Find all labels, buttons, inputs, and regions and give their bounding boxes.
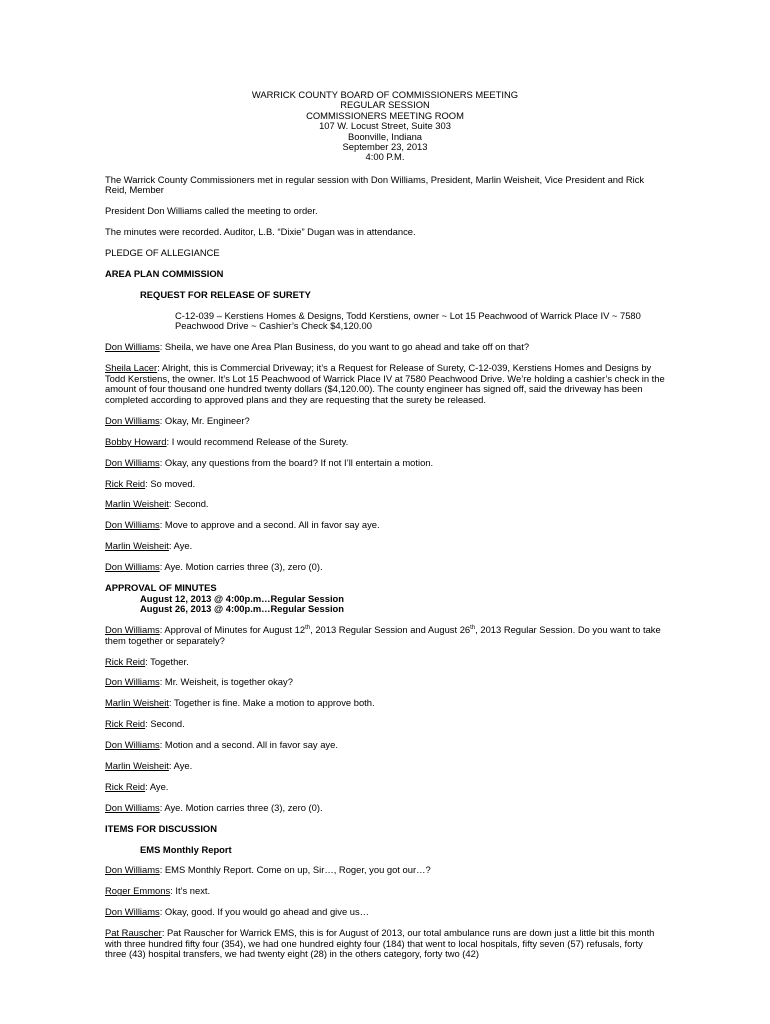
- superscript: th: [470, 625, 476, 632]
- dialogue-entry: [105, 437, 665, 448]
- dialogue-text: : Aye.: [145, 780, 169, 792]
- dialogue-text: : So moved.: [145, 477, 196, 489]
- dialogue-entry: [105, 782, 665, 793]
- superscript: th: [305, 625, 311, 632]
- dialogue-text: : Okay, good. If you would go ahead and give us…: [159, 906, 370, 918]
- meeting-header: [105, 90, 665, 163]
- speaker-name: Don Williams: [105, 561, 160, 573]
- call-to-order: President Don Williams called the meeting to order.: [105, 205, 318, 217]
- speaker-name: Pat Rauscher: [105, 927, 162, 939]
- dialogue-entry: [105, 562, 665, 573]
- dialogue-entry: [105, 416, 665, 427]
- dialogue-text: : Second.: [145, 718, 185, 730]
- dialogue-entry: [105, 458, 665, 469]
- header-line: REGULAR SESSION: [340, 99, 430, 111]
- dialogue-entry: [105, 865, 665, 876]
- dialogue-section-area-plan: [105, 342, 665, 572]
- header-line: 4:00 P.M.: [365, 151, 405, 163]
- dialogue-text: : Together.: [145, 655, 189, 667]
- dialogue-text: : Together is fine. Make a motion to approve both.: [168, 697, 375, 709]
- dialogue-text: : Okay, Mr. Engineer?: [159, 414, 250, 426]
- speaker-name: Rick Reid: [105, 718, 146, 730]
- surety-item: C-12-039 – Kerstiens Homes & Designs, Todd Kerstiens, owner ~ Lot 15 Peachwood of Warrick Place IV ~ 7580 Peachwood Drive ~ Cashier’s Check $4,120.00: [175, 309, 641, 332]
- dialogue-entry: [105, 520, 665, 531]
- header-line: WARRICK COUNTY BOARD OF COMMISSIONERS MEETING: [251, 89, 519, 100]
- area-plan-heading: AREA PLAN COMMISSION: [105, 268, 224, 279]
- discussion-heading: ITEMS FOR DISCUSSION: [105, 822, 217, 834]
- header-line: COMMISSIONERS MEETING ROOM: [306, 109, 464, 121]
- dialogue-entry: [105, 761, 665, 772]
- speaker-name: Don Williams: [105, 456, 160, 468]
- dialogue-section-ems: [105, 865, 665, 959]
- dialogue-entry: [105, 928, 665, 960]
- speaker-name: Don Williams: [105, 519, 160, 531]
- dialogue-text: : EMS Monthly Report. Come on up, Sir…, Roger, you got our…?: [159, 864, 431, 876]
- speaker-name: Roger Emmons: [105, 885, 171, 897]
- dialogue-text: : It’s next.: [170, 885, 211, 897]
- dialogue-entry: [105, 342, 665, 353]
- dialogue-entry: [105, 499, 665, 510]
- dialogue-text: : Motion and a second. All in favor say aye.: [159, 739, 338, 751]
- approval-heading: APPROVAL OF MINUTES: [105, 581, 217, 593]
- dialogue-entry: [105, 677, 665, 688]
- header-line: September 23, 2013: [342, 141, 428, 153]
- speaker-name: Don Williams: [105, 414, 160, 426]
- dialogue-entry: [105, 698, 665, 709]
- pledge-heading: PLEDGE OF ALLEGIANCE: [105, 247, 220, 259]
- dialogue-entry: [105, 657, 665, 668]
- dialogue-entry: [105, 719, 665, 730]
- approval-line: August 26, 2013 @ 4:00p.m…Regular Session: [140, 603, 345, 615]
- speaker-name: Don Williams: [105, 624, 160, 636]
- dialogue-entry: [105, 886, 665, 897]
- speaker-name: Marlin Weisheit: [105, 498, 169, 510]
- dialogue-text: : Okay, any questions from the board? If not I’ll entertain a motion.: [159, 456, 434, 468]
- surety-subheading: REQUEST FOR RELEASE OF SURETY: [140, 288, 311, 300]
- speaker-name: Don Williams: [105, 739, 160, 751]
- dialogue-entry: [105, 541, 665, 552]
- speaker-name: Sheila Lacer: [105, 362, 158, 374]
- dialogue-text: : Mr. Weisheit, is together okay?: [159, 676, 293, 688]
- dialogue-text: : I would recommend Release of the Surety.: [166, 435, 349, 447]
- speaker-name: Rick Reid: [105, 780, 146, 792]
- speaker-name: Marlin Weisheit: [105, 759, 169, 771]
- speaker-name: Don Williams: [105, 864, 160, 876]
- minutes-recorded: The minutes were recorded. Auditor, L.B. “Dixie” Dugan was in attendance.: [105, 226, 416, 238]
- speaker-name: Don Williams: [105, 906, 160, 918]
- dialogue-text: : Sheila, we have one Area Plan Business, do you want to go ahead and take off on that?: [159, 341, 530, 353]
- ems-subheading: EMS Monthly Report: [140, 843, 232, 855]
- speaker-name: Rick Reid: [105, 477, 146, 489]
- speaker-name: Marlin Weisheit: [105, 540, 169, 552]
- speaker-name: Bobby Howard: [105, 435, 167, 447]
- dialogue-text: : Aye.: [168, 759, 193, 771]
- dialogue-entry: [105, 907, 665, 918]
- dialogue-section-minutes: [105, 657, 665, 814]
- dialogue-text: : Aye. Motion carries three (3), zero (0).: [159, 801, 323, 813]
- dialogue-text: , 2013 Regular Session. Do you want to take them together or separately?: [105, 624, 661, 646]
- dialogue-text: : Second.: [168, 498, 209, 510]
- dialogue-entry: [105, 479, 665, 490]
- dialogue-text: , 2013 Regular Session and August 26: [310, 624, 471, 636]
- speaker-name: Marlin Weisheit: [105, 697, 169, 709]
- speaker-name: Don Williams: [105, 341, 160, 353]
- speaker-name: Don Williams: [105, 676, 160, 688]
- speaker-name: Don Williams: [105, 801, 160, 813]
- dialogue-text: : Approval of Minutes for August 12: [159, 624, 306, 636]
- dialogue-entry: [105, 363, 665, 405]
- document-page: [105, 90, 665, 970]
- speaker-name: Rick Reid: [105, 655, 146, 667]
- dialogue-entry: [105, 740, 665, 751]
- dialogue-text: : Pat Rauscher for Warrick EMS, this is for August of 2013, our total ambulance runs are down just a little bit this month with three hundred fifty four (354), we had one hundred eighty four (184) that went to local hospitals, fifty seven (57) refusals, forty three (43) hospital transfers, we had twenty eight (28) in the others category, forty two (42): [105, 927, 655, 960]
- dialogue-entry: [105, 803, 665, 814]
- header-line: 107 W. Locust Street, Suite 303: [319, 120, 451, 132]
- header-line: Boonville, Indiana: [347, 130, 422, 142]
- dialogue-entry: [105, 625, 665, 646]
- intro-paragraph: The Warrick County Commissioners met in regular session with Don Williams, President, Marlin Weisheit, Vice President and Rick Reid, Member: [105, 173, 645, 196]
- dialogue-text: : Aye.: [168, 540, 193, 552]
- approval-line: August 12, 2013 @ 4:00p.m…Regular Session: [140, 592, 345, 604]
- dialogue-text: : Move to approve and a second. All in favor say aye.: [159, 519, 380, 531]
- dialogue-text: : Alright, this is Commercial Driveway; it’s a Request for Release of Surety, C-12-039, Kerstiens Homes and Designs by Todd Kerstiens, the owner. It’s Lot 15 Peachwood of Warrick Place IV at 7580 Peachwood Drive. We’re holding a cashier’s check in the amount of four thousand one hundred twenty dollars ($4,120.00). The county engineer has signed off, said the driveway has been completed according to approved plans and they are requesting that the surety be released.: [105, 362, 665, 405]
- dialogue-text: : Aye. Motion carries three (3), zero (0).: [159, 561, 323, 573]
